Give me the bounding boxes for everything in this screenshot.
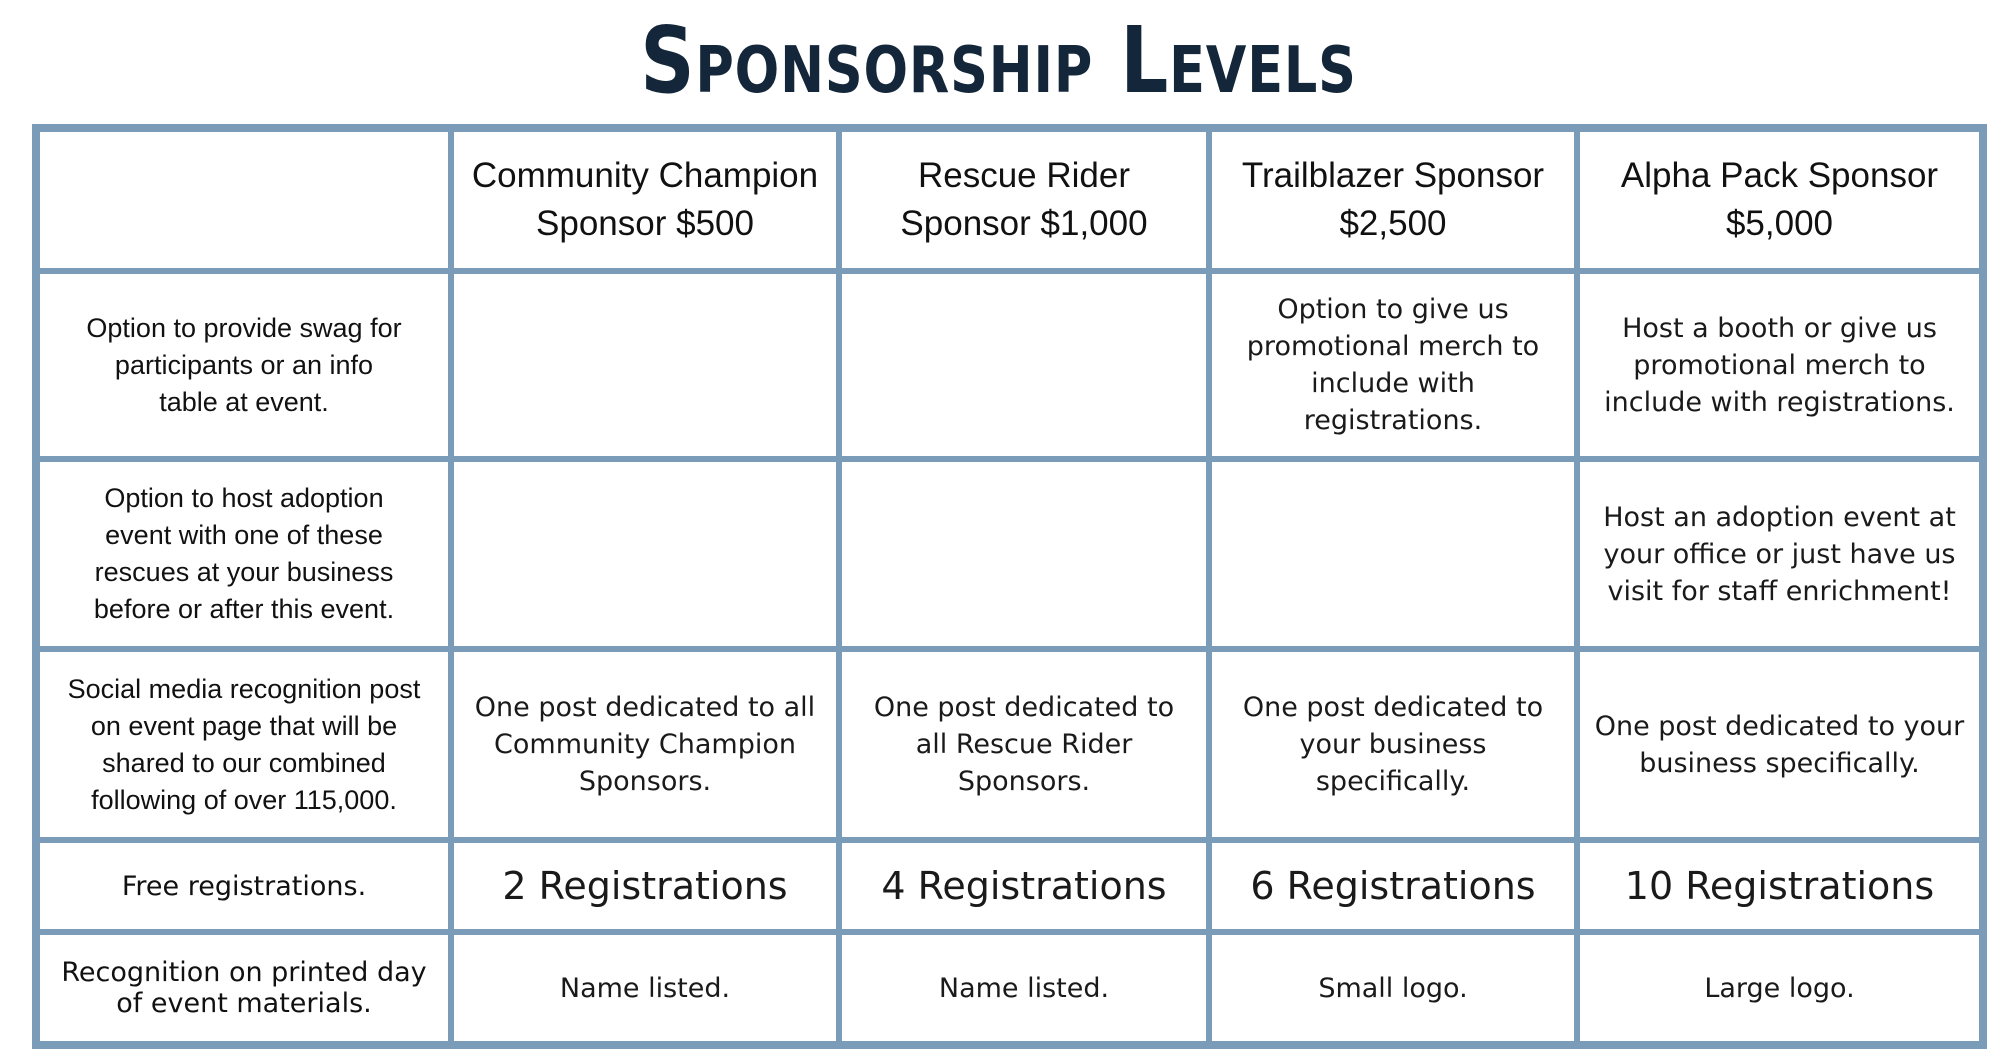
cell-social-rescue-rider — [839, 649, 1209, 840]
cell-social-community-champion — [451, 649, 839, 840]
cell-registrations-community-champion: 2 Registrations — [451, 840, 839, 932]
column-header-line: Trailblazer Sponsor — [1241, 155, 1545, 195]
cell-line: One post dedicated to all — [474, 692, 816, 724]
table-row-swag — [36, 271, 1983, 460]
row-label-swag — [36, 271, 451, 460]
cell-line: One post dedicated to — [1242, 692, 1544, 724]
cell-line: include with — [1311, 368, 1475, 400]
cell-empty — [1209, 459, 1577, 649]
cell-line: One post dedicated to your — [1594, 710, 1965, 742]
cell-empty — [451, 459, 839, 649]
label-line: following of over 115,000. — [91, 784, 397, 815]
cell-recognition-rescue-rider: Name listed. — [839, 932, 1209, 1045]
cell-registrations-rescue-rider: 4 Registrations — [839, 840, 1209, 932]
table-row-recognition — [36, 932, 1983, 1045]
cell-registrations-trailblazer: 6 Registrations — [1209, 840, 1577, 932]
row-label-recognition — [36, 932, 451, 1045]
table-row-social — [36, 649, 1983, 840]
column-header-trailblazer — [1209, 128, 1577, 271]
cell-line: Option to give us — [1277, 294, 1509, 326]
page-title: Sponsorship Levels — [640, 6, 1357, 114]
cell-registrations-alpha-pack: 10 Registrations — [1577, 840, 1983, 932]
header-row — [36, 128, 1983, 271]
cell-empty — [839, 459, 1209, 649]
row-label-social — [36, 649, 451, 840]
column-header-line: Alpha Pack Sponsor — [1620, 155, 1939, 195]
column-header-rescue-rider — [839, 128, 1209, 271]
column-header-line: Rescue Rider — [917, 155, 1131, 195]
label-line: of event materials. — [116, 988, 372, 1020]
cell-line: your business — [1299, 729, 1487, 761]
label-line: before or after this event. — [93, 594, 395, 625]
cell-line: promotional merch to — [1633, 349, 1926, 381]
cell-empty — [839, 271, 1209, 460]
label-line: participants or an info — [114, 349, 374, 380]
table-row-registrations — [36, 840, 1983, 932]
column-header-community-champion — [451, 128, 839, 271]
label-line: rescues at your business — [94, 557, 394, 588]
row-label-adoption — [36, 459, 451, 649]
cell-line: One post dedicated to — [873, 692, 1175, 724]
cell-line: Host an adoption event at — [1603, 501, 1956, 533]
cell-line: visit for staff enrichment! — [1607, 575, 1952, 607]
cell-line: Sponsors. — [957, 766, 1091, 798]
cell-line: Host a booth or give us — [1622, 312, 1937, 344]
label-line: Recognition on printed day — [61, 957, 427, 989]
cell-recognition-trailblazer: Small logo. — [1209, 932, 1577, 1045]
label-line: Social media recognition post — [67, 673, 421, 704]
label-line: Option to provide swag for — [86, 312, 402, 343]
label-line: on event page that will be — [90, 710, 398, 741]
cell-recognition-community-champion: Name listed. — [451, 932, 839, 1045]
row-label-registrations: Free registrations. — [36, 840, 451, 932]
label-line: table at event. — [159, 386, 329, 417]
label-line: Option to host adoption — [104, 483, 384, 514]
table-row-adoption — [36, 459, 1983, 649]
cell-empty — [451, 271, 839, 460]
cell-line: include with registrations. — [1604, 386, 1955, 418]
column-header-line: Sponsor $500 — [536, 203, 754, 243]
cell-line: your office or just have us — [1603, 538, 1956, 570]
cell-line: promotional merch to — [1246, 331, 1540, 363]
cell-line: specifically. — [1315, 766, 1471, 798]
corner-cell — [36, 128, 451, 271]
column-header-line: Community Champion — [471, 155, 819, 195]
cell-line: Community Champion — [494, 729, 796, 761]
cell-swag-alpha-pack — [1577, 271, 1983, 460]
label-line: shared to our combined — [102, 747, 386, 778]
label-line: event with one of these — [105, 520, 383, 551]
cell-recognition-alpha-pack: Large logo. — [1577, 932, 1983, 1045]
cell-swag-trailblazer — [1209, 271, 1577, 460]
column-header-line: $2,500 — [1339, 203, 1447, 243]
cell-line: all Rescue Rider — [915, 729, 1133, 761]
cell-adoption-alpha-pack — [1577, 459, 1983, 649]
cell-social-alpha-pack — [1577, 649, 1983, 840]
cell-line: registrations. — [1303, 405, 1483, 437]
column-header-line: Sponsor $1,000 — [900, 203, 1148, 243]
column-header-line: $5,000 — [1725, 203, 1834, 243]
column-header-alpha-pack — [1577, 128, 1983, 271]
cell-social-trailblazer — [1209, 649, 1577, 840]
cell-line: Sponsors. — [578, 766, 712, 798]
sponsorship-table — [32, 124, 1987, 1049]
cell-line: business specifically. — [1639, 747, 1920, 779]
